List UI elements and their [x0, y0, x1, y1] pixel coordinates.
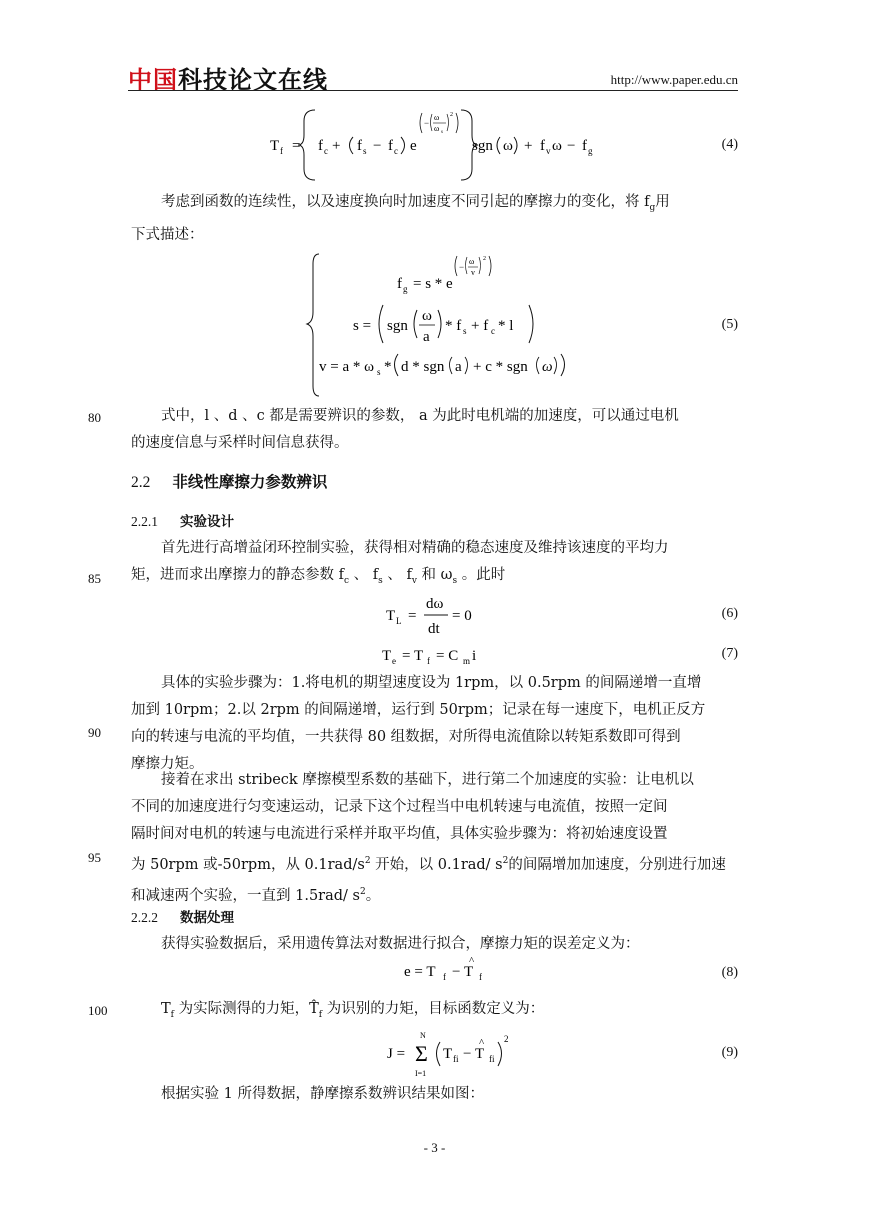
svg-text:2: 2 — [483, 256, 486, 262]
svg-text:fi: fi — [453, 1054, 459, 1064]
line-number: 100 — [88, 1003, 108, 1018]
header-rule — [128, 90, 738, 91]
svg-text:f: f — [540, 138, 545, 154]
svg-text:f: f — [388, 138, 393, 154]
equation-4 — [260, 105, 630, 185]
paragraph-1: 考虑到函数的连续性，以及速度换向时加速度不同引起的摩擦力的变化，将 $f_g$用 下式描述： — [131, 194, 670, 243]
svg-text:=: = — [408, 608, 417, 624]
svg-text:s: s — [463, 326, 467, 336]
svg-text:sgn: sgn — [387, 318, 408, 334]
svg-text:v = a * ω: v = a * ω — [319, 359, 374, 375]
paragraph-2: 式中，l 、d 、c 都是需要辨识的参数， a 为此时电机端的加速度，可以通过电机 的速度信息与采样时间信息获得。 — [131, 408, 679, 451]
svg-text:g: g — [588, 146, 593, 156]
subsection-heading-2-2-2: 2.2.2 数据处理 — [131, 910, 234, 926]
svg-text:ω: ω — [422, 308, 432, 324]
svg-text:a: a — [423, 329, 430, 345]
line-number: 95 — [88, 850, 101, 865]
svg-text:f: f — [397, 276, 402, 292]
svg-text:s: s — [441, 130, 443, 135]
svg-text:s =: s = — [353, 318, 372, 334]
svg-text:T: T — [270, 138, 280, 154]
svg-text:v: v — [471, 268, 475, 277]
svg-text:^: ^ — [479, 1037, 485, 1049]
svg-text:f: f — [479, 972, 482, 982]
equation-number-8: (8) — [721, 965, 738, 980]
svg-text:c: c — [491, 326, 495, 336]
svg-text:dω: dω — [426, 596, 444, 612]
paragraph-7: $T_f$ 为实际测得的力矩，$T̂_f$ 为识别的力矩，目标函数定义为： — [161, 1001, 545, 1020]
equation-number-9: (9) — [721, 1045, 738, 1060]
svg-text:c: c — [324, 146, 328, 156]
svg-text:= 0: = 0 — [452, 608, 472, 624]
svg-text:f: f — [357, 138, 362, 154]
svg-text:− T: − T — [463, 1046, 485, 1062]
svg-text:f: f — [443, 972, 446, 982]
svg-text:+: + — [524, 138, 533, 154]
svg-text:* f: * f — [445, 318, 462, 334]
svg-text:J =: J = — [387, 1046, 406, 1062]
svg-text:* l: * l — [498, 318, 514, 334]
equation-number-5: (5) — [721, 317, 738, 332]
svg-text:2: 2 — [450, 112, 453, 118]
paragraph-4: 具体的实验步骤为：1.将电机的期望速度设为 1rpm，以 0.5rpm 的间隔递增一直增 加到 10rpm；2.以 2rpm 的间隔递增，运行到 50rpm；记录在每一速度下，电机正反方 向的转速与电流的平均值，一共获得 80 组数据，对所得电流值除以转矩系数即可得到 摩擦力矩。 — [131, 675, 706, 772]
equation-6 — [380, 590, 490, 640]
svg-text:Σ: Σ — [415, 1041, 428, 1066]
svg-text:+ c * sgn: + c * sgn — [473, 359, 528, 375]
equation-7 — [380, 640, 490, 670]
line-number: 85 — [88, 571, 101, 586]
svg-text:ω: ω — [469, 257, 475, 266]
svg-text:i: i — [472, 648, 477, 664]
equation-5 — [305, 250, 605, 400]
svg-text:=: = — [292, 138, 301, 154]
svg-text:f: f — [427, 656, 430, 666]
svg-text:−: − — [424, 118, 430, 128]
svg-text:−: − — [373, 138, 382, 154]
equation-8 — [400, 952, 500, 986]
svg-text:^: ^ — [469, 955, 475, 967]
svg-text:−: − — [567, 138, 576, 154]
svg-text:d * sgn: d * sgn — [401, 359, 445, 375]
svg-text:N: N — [420, 1031, 426, 1040]
svg-text:T: T — [443, 1046, 453, 1062]
svg-text:*: * — [384, 359, 392, 375]
equation-number-7: (7) — [721, 646, 738, 661]
paragraph-8: 根据实验 1 所得数据，静摩擦系数辨识结果如图： — [161, 1086, 484, 1102]
svg-text:ω: ω — [434, 113, 440, 122]
svg-text:a: a — [455, 359, 462, 375]
equation-number-4: (4) — [721, 137, 738, 152]
equation-number-6: (6) — [721, 606, 738, 621]
svg-text:f: f — [582, 138, 587, 154]
svg-text:T: T — [382, 648, 392, 664]
line-number: 90 — [88, 725, 101, 740]
svg-text:− T: − T — [452, 964, 474, 980]
svg-text:= s * e: = s * e — [413, 276, 453, 292]
svg-text:dt: dt — [428, 621, 440, 637]
line-number: 80 — [88, 410, 101, 425]
svg-text:e: e — [410, 138, 417, 154]
svg-text:ω: ω — [542, 359, 553, 375]
paragraph-3: 首先进行高增益闭环控制实验，获得相对精确的稳态速度及维持该速度的平均力 矩，进而求出摩擦力的静态参数 $f_c$ 、 $f_s$ 、 $f_v$ 和 $\omega_s$ 。此时 — [131, 540, 669, 586]
svg-text:e: e — [392, 656, 396, 666]
svg-text:I=1: I=1 — [415, 1069, 427, 1078]
svg-text:v: v — [546, 146, 551, 156]
page-number: - 3 - — [423, 1140, 446, 1155]
svg-text:s: s — [377, 367, 381, 377]
svg-text:−: − — [459, 262, 465, 272]
svg-text:c: c — [394, 146, 398, 156]
section-heading-2-2: 2.2 非线性摩擦力参数辨识 — [131, 472, 328, 491]
svg-text:f: f — [318, 138, 323, 154]
svg-text:fi: fi — [489, 1054, 495, 1064]
svg-text:ω: ω — [503, 138, 513, 154]
svg-text:+: + — [332, 138, 341, 154]
paragraph-6: 获得实验数据后，采用遗传算法对数据进行拟合，摩擦力矩的误差定义为： — [161, 936, 640, 952]
paragraph-5: 接着在求出 stribeck 摩擦模型系数的基础下，进行第二个加速度的实验：让电机以 不同的加速度进行匀变速运动，记录下这个过程当中电机转速与电流值，按照一定间 隔时间对电机的转速与电流进行采样并取平均值，具体实验步骤为：将初始速度设置 为 50rpm 或-50rpm，从 $0.1rad/s^2$ 开始，以 0.1rad/ $s^2$的间隔增加加速度，分别进行加速 和减速两个实验，一直到 1.5rad/ $s^2$。 — [131, 772, 726, 904]
svg-text:= T: = T — [402, 648, 424, 664]
journal-logo: 中国科技论文在线 — [128, 66, 328, 94]
svg-text:2: 2 — [504, 1034, 509, 1044]
svg-text:m: m — [463, 656, 471, 666]
svg-text:+ f: + f — [471, 318, 489, 334]
svg-text:s: s — [363, 146, 367, 156]
header-url[interactable]: http://www.paper.edu.cn — [610, 72, 738, 87]
svg-text:ω: ω — [552, 138, 562, 154]
svg-text:L: L — [396, 616, 402, 626]
svg-text:g: g — [403, 284, 408, 294]
svg-text:T: T — [386, 608, 396, 624]
svg-text:ω: ω — [434, 124, 440, 133]
svg-text:sgn: sgn — [472, 138, 493, 154]
svg-text:e = T: e = T — [404, 964, 436, 980]
equation-9 — [385, 1026, 515, 1082]
subsection-heading-2-2-1: 2.2.1 实验设计 — [131, 514, 234, 530]
svg-text:f: f — [280, 146, 283, 156]
svg-text:= C: = C — [436, 648, 459, 664]
